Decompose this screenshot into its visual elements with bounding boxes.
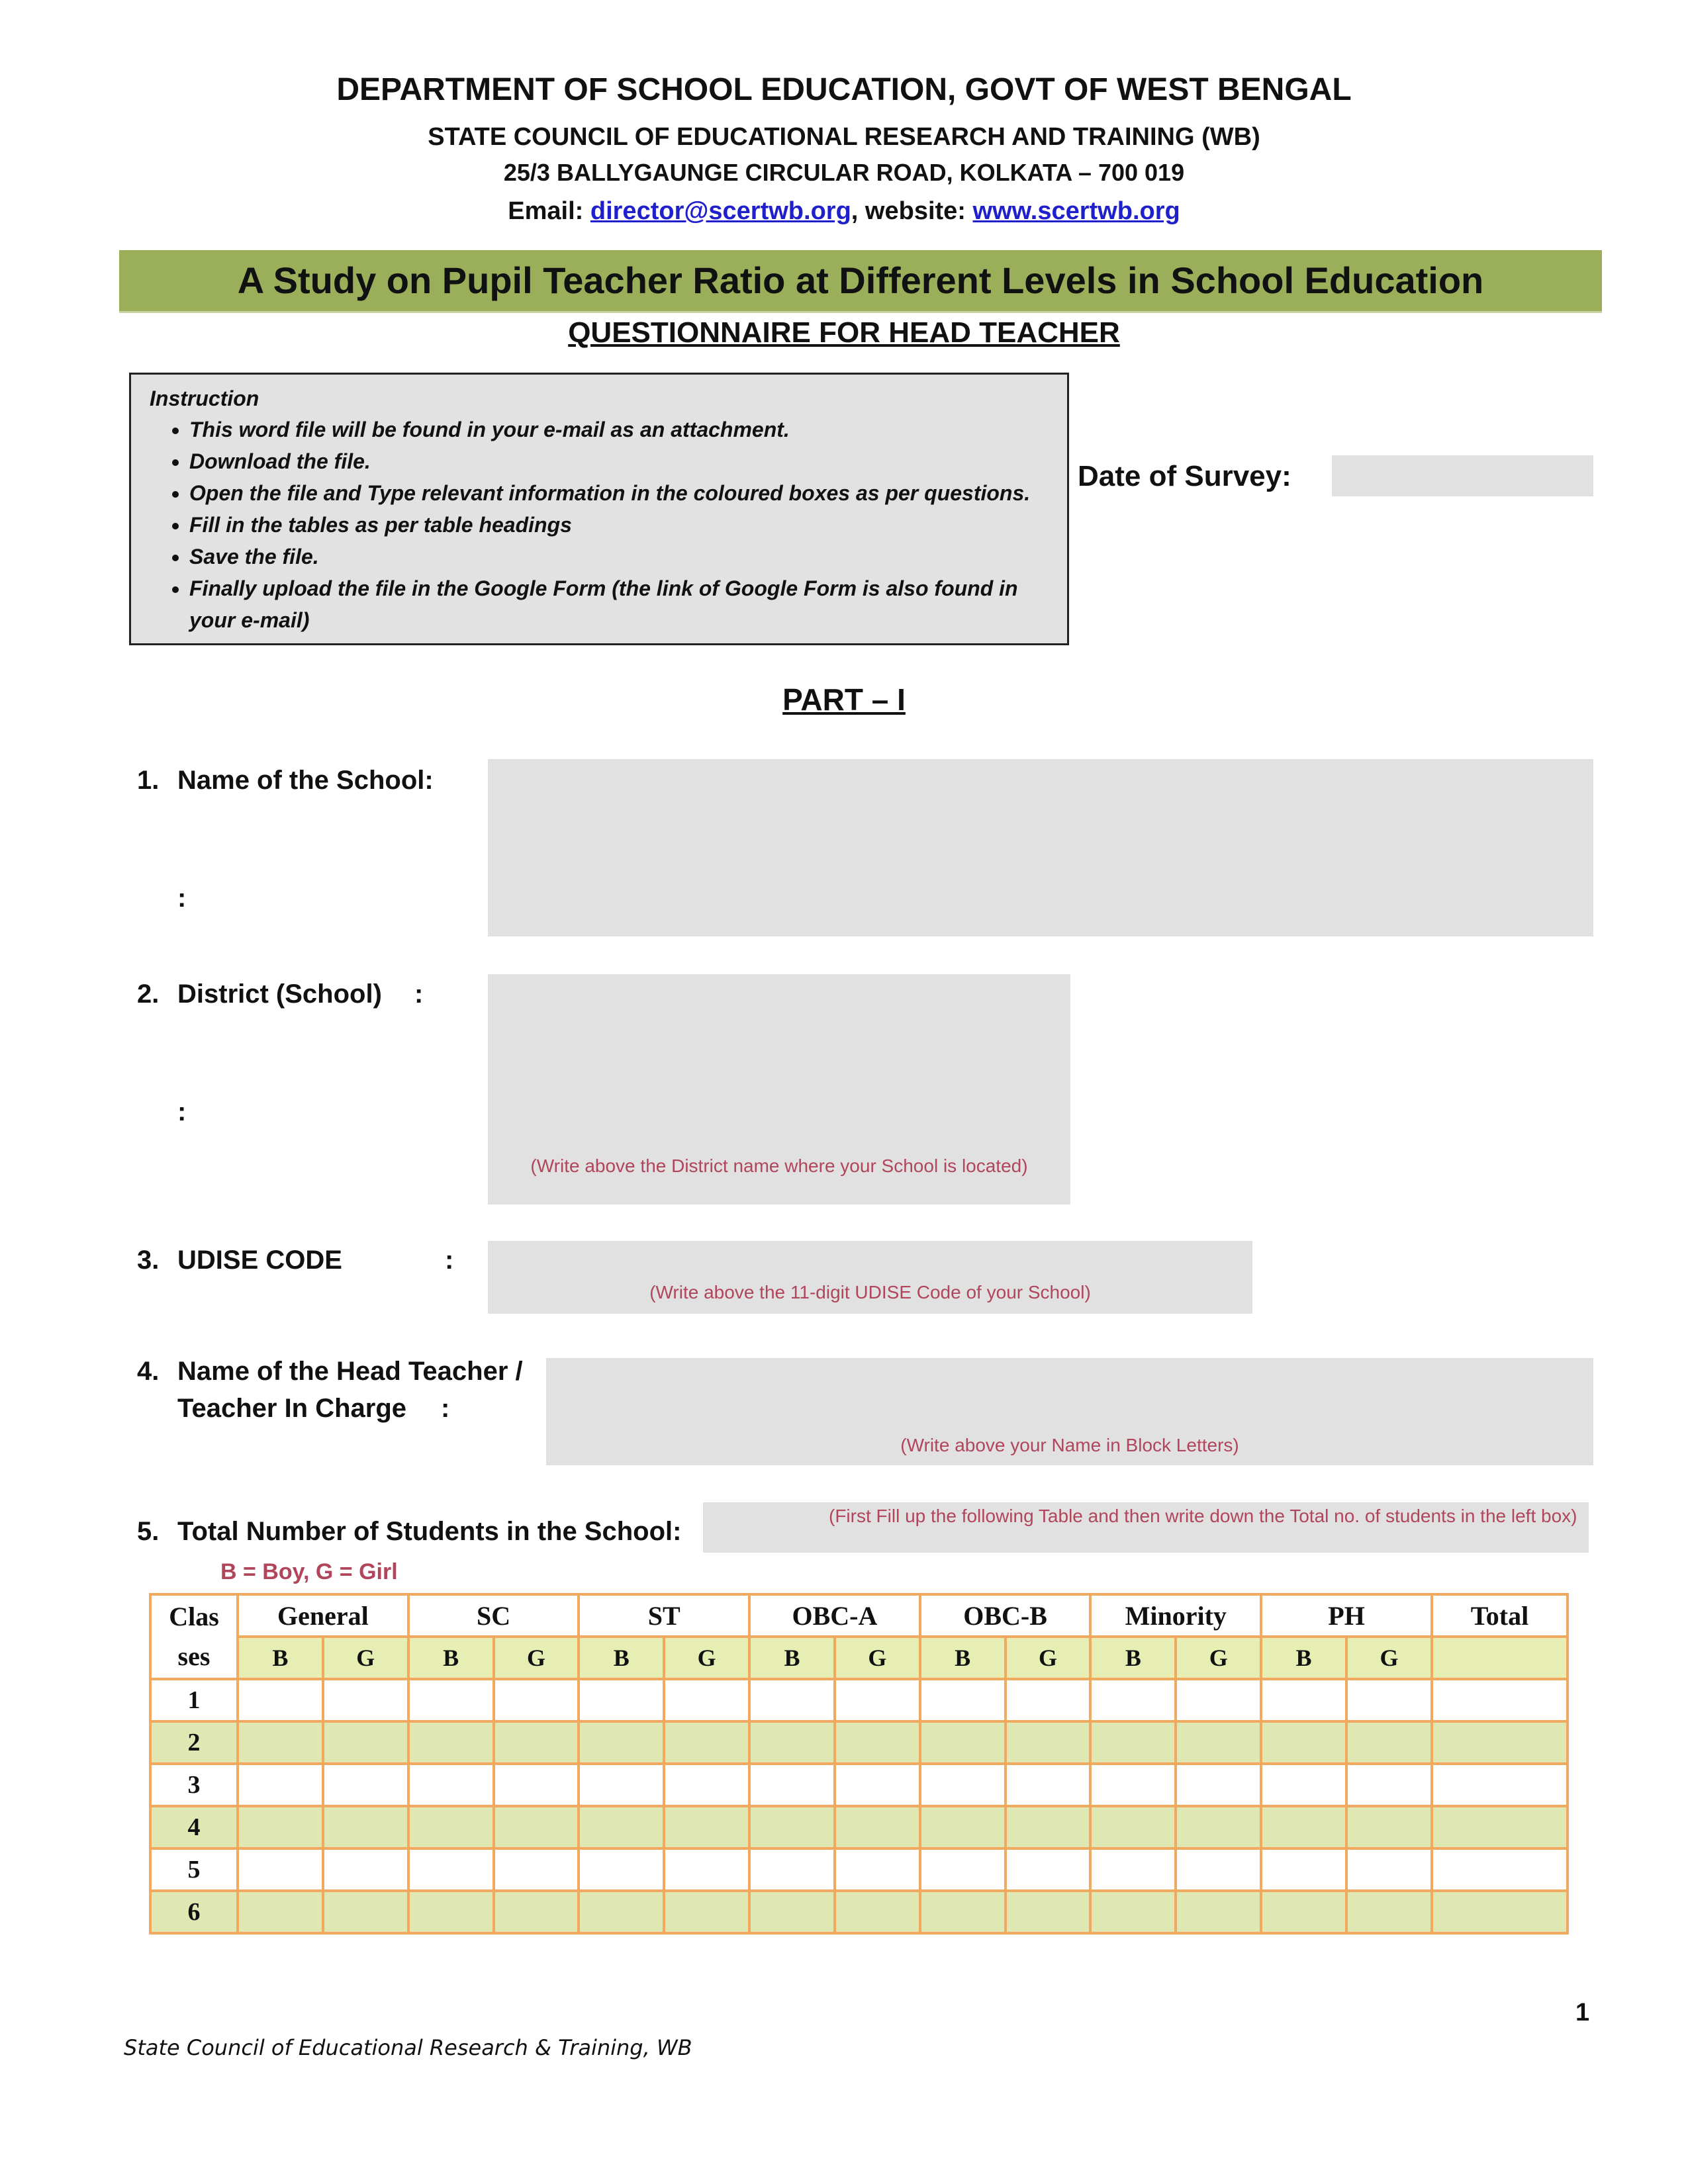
- q2-number: 2.: [137, 979, 160, 1009]
- table-cell[interactable]: [835, 1764, 920, 1806]
- total-cell[interactable]: [1432, 1891, 1568, 1933]
- table-cell[interactable]: [1176, 1806, 1261, 1848]
- table-cell[interactable]: [835, 1848, 920, 1891]
- table-cell[interactable]: [749, 1891, 835, 1933]
- table-row: [150, 1764, 1568, 1806]
- table-cell[interactable]: [1006, 1891, 1091, 1933]
- table-row: [150, 1721, 1568, 1764]
- boy-header: B: [408, 1637, 494, 1679]
- table-cell[interactable]: [1090, 1891, 1176, 1933]
- instruction-item: • Download the file.: [189, 445, 1049, 477]
- boy-girl-legend: B = Boy, G = Girl: [220, 1559, 398, 1584]
- q4-number: 4.: [137, 1357, 160, 1386]
- table-cell[interactable]: [835, 1806, 920, 1848]
- table-cell[interactable]: [664, 1679, 749, 1721]
- group-header-st: ST: [579, 1594, 749, 1637]
- girl-header: G: [1176, 1637, 1261, 1679]
- q5-number: 5.: [137, 1517, 160, 1546]
- table-cell[interactable]: [1261, 1721, 1346, 1764]
- table-cell[interactable]: [579, 1891, 664, 1933]
- q2-colon: :: [414, 979, 424, 1009]
- boy-header: B: [749, 1637, 835, 1679]
- instruction-title: Instruction: [150, 387, 259, 410]
- table-cell[interactable]: [238, 1721, 323, 1764]
- table-cell[interactable]: [1090, 1764, 1176, 1806]
- table-cell[interactable]: [494, 1891, 579, 1933]
- district-input[interactable]: [488, 974, 1070, 1205]
- table-cell[interactable]: [1006, 1679, 1091, 1721]
- table-cell[interactable]: [579, 1721, 664, 1764]
- table-cell[interactable]: [1006, 1806, 1091, 1848]
- table-cell[interactable]: [1006, 1721, 1091, 1764]
- girl-header: G: [494, 1637, 579, 1679]
- table-cell[interactable]: [408, 1679, 494, 1721]
- table-cell[interactable]: [1090, 1721, 1176, 1764]
- total-students-hint-box: [821, 1502, 1589, 1553]
- footer-text: State Council of Educational Research & Training, WB: [124, 2035, 692, 2060]
- school-name-input[interactable]: [488, 759, 1593, 936]
- table-cell[interactable]: [1176, 1721, 1261, 1764]
- q4-label-line2: Teacher In Charge: [177, 1394, 407, 1423]
- website-label: , website:: [851, 197, 973, 225]
- contact-line: [0, 197, 1688, 226]
- q3-colon: :: [445, 1246, 454, 1275]
- table-cell[interactable]: [664, 1764, 749, 1806]
- instruction-item: • Finally upload the file in the Google Form (the link of Google Form is also found in your e-mail): [189, 572, 1049, 636]
- q4-label-line1: Name of the Head Teacher /: [177, 1357, 523, 1386]
- class-number: 2: [150, 1721, 238, 1764]
- boy-header: B: [920, 1637, 1006, 1679]
- girl-header: G: [664, 1637, 749, 1679]
- instruction-item: • Save the file.: [189, 541, 1049, 572]
- table-cell[interactable]: [323, 1721, 408, 1764]
- table-cell[interactable]: [1261, 1679, 1346, 1721]
- table-cell[interactable]: [579, 1764, 664, 1806]
- table-cell[interactable]: [238, 1891, 323, 1933]
- group-header-general: General: [238, 1594, 408, 1637]
- table-cell[interactable]: [1006, 1848, 1091, 1891]
- class-number: 3: [150, 1764, 238, 1806]
- table-cell[interactable]: [1261, 1764, 1346, 1806]
- q5-label: Total Number of Students in the School:: [177, 1517, 682, 1546]
- table-cell[interactable]: [1176, 1848, 1261, 1891]
- table-cell[interactable]: [1090, 1848, 1176, 1891]
- q2-label: District (School): [177, 979, 382, 1009]
- classes-header-line1: Clas: [169, 1602, 219, 1631]
- table-cell[interactable]: [835, 1891, 920, 1933]
- table-cell[interactable]: [323, 1764, 408, 1806]
- boy-header: B: [579, 1637, 664, 1679]
- total-cell[interactable]: [1432, 1848, 1568, 1891]
- total-cell[interactable]: [1432, 1679, 1568, 1721]
- address: 25/3 BALLYGAUNGE CIRCULAR ROAD, KOLKATA – 700 019: [503, 159, 1185, 186]
- q1-number: 1.: [137, 766, 160, 795]
- table-cell[interactable]: [920, 1891, 1006, 1933]
- table-cell[interactable]: [238, 1764, 323, 1806]
- table-cell[interactable]: [579, 1806, 664, 1848]
- table-row: [150, 1848, 1568, 1891]
- class-number: 1: [150, 1679, 238, 1721]
- classes-header-line2: ses: [177, 1641, 211, 1671]
- email-link[interactable]: director@scertwb.org: [590, 197, 851, 225]
- table-cell[interactable]: [920, 1806, 1006, 1848]
- table-cell[interactable]: [920, 1679, 1006, 1721]
- table-cell[interactable]: [920, 1721, 1006, 1764]
- udise-hint: (Write above the 11-digit UDISE Code of your School): [649, 1282, 1091, 1302]
- table-cell[interactable]: [408, 1806, 494, 1848]
- table-cell[interactable]: [1346, 1891, 1432, 1933]
- table-cell[interactable]: [408, 1764, 494, 1806]
- q2-colon-lower: :: [177, 1097, 187, 1126]
- class-number: 6: [150, 1891, 238, 1933]
- table-cell[interactable]: [323, 1679, 408, 1721]
- head-teacher-hint: (Write above your Name in Block Letters): [900, 1435, 1239, 1455]
- table-cell[interactable]: [749, 1679, 835, 1721]
- total-cell[interactable]: [1432, 1806, 1568, 1848]
- table-cell[interactable]: [408, 1848, 494, 1891]
- table-cell[interactable]: [920, 1848, 1006, 1891]
- table-cell[interactable]: [749, 1806, 835, 1848]
- boy-header: B: [1090, 1637, 1176, 1679]
- instruction-item: • Fill in the tables as per table headings: [189, 509, 1049, 541]
- table-cell[interactable]: [1176, 1764, 1261, 1806]
- table-row: [150, 1679, 1568, 1721]
- group-header-minority: Minority: [1090, 1594, 1261, 1637]
- girl-header: G: [1346, 1637, 1432, 1679]
- table-cell[interactable]: [1176, 1679, 1261, 1721]
- table-cell[interactable]: [579, 1848, 664, 1891]
- table-cell[interactable]: [494, 1848, 579, 1891]
- table-cell[interactable]: [323, 1848, 408, 1891]
- girl-header: G: [835, 1637, 920, 1679]
- instruction-item: • Open the file and Type relevant information in the coloured boxes as per questions.: [189, 477, 1049, 509]
- table-cell[interactable]: [1346, 1848, 1432, 1891]
- table-cell[interactable]: [1346, 1806, 1432, 1848]
- class-number: 4: [150, 1806, 238, 1848]
- table-cell[interactable]: [1346, 1679, 1432, 1721]
- table-row: [150, 1891, 1568, 1933]
- girl-header: G: [1006, 1637, 1091, 1679]
- table-cell[interactable]: [749, 1848, 835, 1891]
- boy-header: B: [238, 1637, 323, 1679]
- q3-number: 3.: [137, 1246, 160, 1275]
- department-title: DEPARTMENT OF SCHOOL EDUCATION, GOVT OF WEST BENGAL: [336, 72, 1352, 107]
- girl-header: G: [323, 1637, 408, 1679]
- table-cell[interactable]: [749, 1764, 835, 1806]
- table-cell[interactable]: [238, 1806, 323, 1848]
- table-cell[interactable]: [408, 1891, 494, 1933]
- instruction-box: [129, 373, 1069, 645]
- boy-header: B: [1261, 1637, 1346, 1679]
- website-link[interactable]: www.scertwb.org: [972, 197, 1180, 225]
- udise-code-input[interactable]: [488, 1241, 1252, 1314]
- total-subheader: [1432, 1637, 1568, 1679]
- table-cell[interactable]: [835, 1679, 920, 1721]
- table-cell[interactable]: [494, 1679, 579, 1721]
- students-table: [149, 1593, 1569, 1934]
- group-header-obc-a: OBC-A: [749, 1594, 920, 1637]
- table-cell[interactable]: [1006, 1764, 1091, 1806]
- questionnaire-title: QUESTIONNAIRE FOR HEAD TEACHER: [568, 316, 1120, 349]
- table-cell[interactable]: [664, 1891, 749, 1933]
- table-cell[interactable]: [494, 1764, 579, 1806]
- table-cell[interactable]: [1090, 1806, 1176, 1848]
- q1-colon: :: [177, 884, 187, 913]
- table-cell[interactable]: [1176, 1891, 1261, 1933]
- table-cell[interactable]: [1346, 1764, 1432, 1806]
- instruction-list: [150, 414, 1049, 636]
- head-teacher-name-input[interactable]: [546, 1358, 1593, 1465]
- q3-label: UDISE CODE: [177, 1246, 342, 1275]
- q4-colon: :: [441, 1394, 450, 1423]
- table-cell[interactable]: [494, 1721, 579, 1764]
- total-header: Total: [1432, 1594, 1568, 1637]
- date-of-survey-input[interactable]: [1332, 455, 1593, 496]
- group-header-ph: PH: [1261, 1594, 1432, 1637]
- council-title: STATE COUNCIL OF EDUCATIONAL RESEARCH AND TRAINING (WB): [428, 123, 1260, 151]
- email-label: Email:: [508, 197, 590, 225]
- table-cell[interactable]: [238, 1679, 323, 1721]
- table-cell[interactable]: [1090, 1679, 1176, 1721]
- table-cell[interactable]: [408, 1721, 494, 1764]
- total-students-hint: (First Fill up the following Table and then write down the Total no. of students in the left box): [829, 1506, 1577, 1526]
- table-cell[interactable]: [1261, 1848, 1346, 1891]
- table-cell[interactable]: [579, 1679, 664, 1721]
- table-cell[interactable]: [920, 1764, 1006, 1806]
- total-cell[interactable]: [1432, 1721, 1568, 1764]
- instruction-item: • This word file will be found in your e-mail as an attachment.: [189, 414, 1049, 445]
- table-cell[interactable]: [749, 1721, 835, 1764]
- q1-label: Name of the School:: [177, 766, 434, 795]
- class-number: 5: [150, 1848, 238, 1891]
- table-cell[interactable]: [1261, 1806, 1346, 1848]
- table-cell[interactable]: [664, 1806, 749, 1848]
- part-one-heading: PART – I: [782, 682, 906, 717]
- classes-header: [150, 1594, 238, 1679]
- group-header-sc: SC: [408, 1594, 579, 1637]
- date-of-survey-label: Date of Survey:: [1078, 460, 1291, 492]
- page-number: 1: [1575, 1999, 1590, 2026]
- table-cell[interactable]: [323, 1891, 408, 1933]
- table-cell[interactable]: [664, 1848, 749, 1891]
- table-cell[interactable]: [238, 1848, 323, 1891]
- table-cell[interactable]: [664, 1721, 749, 1764]
- table-row: [150, 1806, 1568, 1848]
- table-cell[interactable]: [1346, 1721, 1432, 1764]
- group-header-obc-b: OBC-B: [920, 1594, 1091, 1637]
- table-cell[interactable]: [1261, 1891, 1346, 1933]
- table-cell[interactable]: [494, 1806, 579, 1848]
- total-cell[interactable]: [1432, 1764, 1568, 1806]
- study-title-banner: A Study on Pupil Teacher Ratio at Different Levels in School Education: [119, 250, 1602, 313]
- table-cell[interactable]: [835, 1721, 920, 1764]
- table-cell[interactable]: [323, 1806, 408, 1848]
- district-hint: (Write above the District name where your School is located): [530, 1156, 1028, 1176]
